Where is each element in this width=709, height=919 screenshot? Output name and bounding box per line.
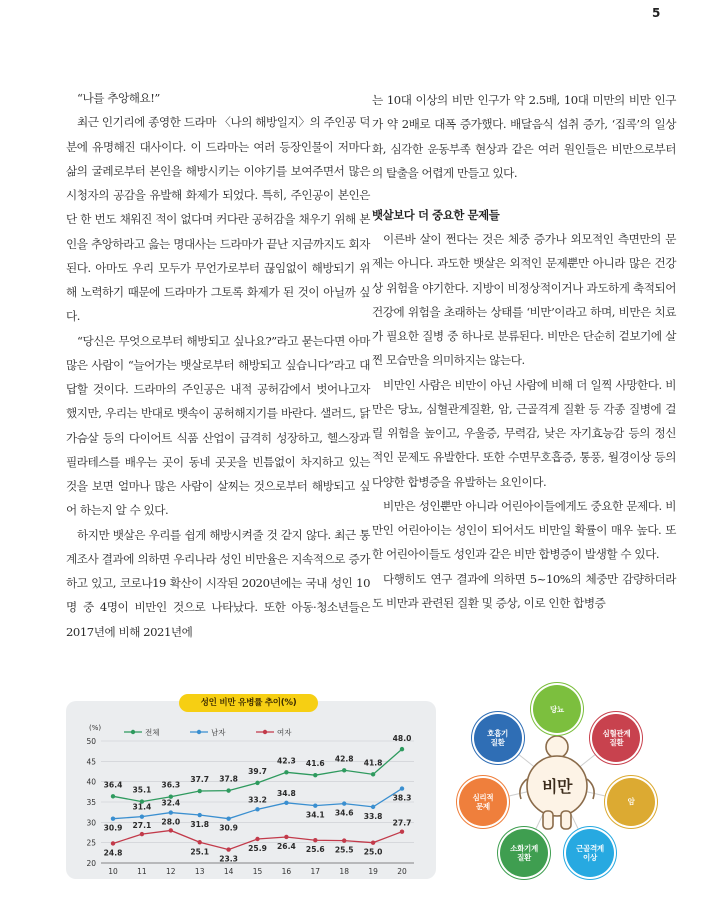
data-point	[255, 837, 259, 841]
left-text-column	[66, 86, 370, 644]
x-tick-label: 14	[223, 867, 234, 876]
complication-node	[459, 778, 507, 826]
data-label: 30.9	[103, 823, 123, 833]
data-label: 41.8	[363, 758, 383, 768]
data-point	[342, 801, 346, 805]
complication-label: 호흡기 질환	[487, 728, 508, 747]
complication-label: 근골격계 이상	[576, 844, 604, 863]
data-label: 34.6	[334, 808, 354, 818]
section-heading: 뱃살보다 더 중요한 문제들	[372, 208, 500, 222]
opening-quote: “나를 추앙해요!”	[77, 91, 160, 105]
data-point	[342, 838, 346, 842]
chart-panel	[66, 701, 436, 879]
data-point	[313, 838, 317, 842]
x-tick-label: 13	[194, 867, 205, 876]
legend-label: 여자	[277, 728, 292, 737]
y-tick-label: 50	[86, 737, 96, 746]
complications-diagram	[455, 683, 660, 888]
data-point	[284, 770, 288, 774]
data-point	[255, 807, 259, 811]
legend-marker	[131, 730, 135, 734]
paragraph: “당신은 무엇으로부터 해방되고 싶나요?”라고 묻는다면 아마 많은 사람이 “늘어가는 뱃살로부터 해방되고 싶습니다”라고 대답할 것이다. 드라마의 주인공은 내적 공허감에서 벗어나고자 했지만, 우리는 반대로 뱃속이 공허해지기를 바란다. 샐러드, 닭가슴살 등의 다이어트 식품 산업이 급격히 성장하고, 헬스장과 필라테스를 배우는 곳이 동네 곳곳을 빈틈없이 차지하고 있는 것을 보면 얼마나 많은 사람이 살찌는 것으로부터 해방되고 싶어 하는지 알 수 있다.	[66, 333, 370, 518]
data-point	[111, 794, 115, 798]
data-label: 25.5	[334, 845, 354, 855]
complication-label: 당뇨	[550, 704, 564, 714]
data-label: 32.4	[161, 798, 181, 808]
data-label: 34.1	[305, 810, 325, 820]
data-label: 34.8	[277, 788, 296, 798]
data-label: 30.9	[219, 823, 238, 833]
data-label: 33.8	[363, 811, 383, 821]
data-point	[198, 789, 202, 793]
data-point	[226, 788, 230, 792]
paragraph: 하지만 뱃살은 우리를 쉽게 해방시켜줄 것 같지 않다. 최근 통계조사 결과에 의하면 우리나라 성인 비만율은 지속적으로 증가하고 있고, 코로나19 확산이 시작된 2020년에는 국내 성인 10명 중 4명이 비만인 것으로 나타났다. 또한 아동·청소년들은 2017년에 비해 2021년에	[66, 527, 370, 639]
data-point	[371, 772, 375, 776]
data-point	[371, 840, 375, 844]
x-tick-label: 11	[137, 867, 147, 876]
data-point	[140, 832, 144, 836]
data-point	[284, 801, 288, 805]
data-label: 25.0	[363, 847, 383, 857]
right-text-column	[372, 88, 676, 615]
diagram-center-label: 비만	[542, 777, 572, 796]
data-point	[169, 810, 173, 814]
data-label: 31.8	[190, 820, 210, 830]
data-label: 25.6	[305, 845, 325, 855]
complication-label: 심혈관계 질환	[602, 728, 631, 747]
complication-node	[474, 714, 522, 762]
data-point	[313, 803, 317, 807]
x-tick-label: 10	[108, 867, 118, 876]
chart-title: 성인 비만 유병률 추이(%)	[179, 694, 318, 712]
complication-node	[592, 714, 640, 762]
data-label: 38.3	[392, 793, 412, 803]
paragraph-continued: 는 10대 이상의 비만 인구가 약 2.5배, 10대 미만의 비만 인구가 약 2배로 대폭 증가했다. 배달음식 섭취 증가, ‘집콕’의 일상화, 심각한 운동부족 현상과 같은 여러 원인들은 비만으로부터의 탈출을 어렵게 만들고 있다.	[372, 93, 676, 180]
x-tick-label: 17	[310, 867, 321, 876]
legend-label: 남자	[211, 728, 226, 737]
data-point	[313, 773, 317, 777]
complication-node	[533, 685, 581, 733]
data-label: 42.3	[277, 756, 296, 766]
y-tick-label: 35	[86, 798, 96, 807]
y-tick-label: 40	[86, 777, 96, 787]
paragraph: 비만인 사람은 비만이 아닌 사람에 비해 더 일찍 사망한다. 비만은 당뇨, 심혈관계질환, 암, 근골격계 질환 등 각종 질병에 걸릴 위험을 높이고, 우울증, 무력감, 낮은 자기효능감 등의 정신적인 문제도 유발한다. 또한 수면무호흡증, 통풍, 월경이상 등의 다양한 합병증을 유발하는 요인이다.	[372, 377, 676, 489]
y-tick-label: 20	[86, 859, 96, 868]
data-point	[111, 841, 115, 845]
data-label: 36.3	[161, 780, 181, 790]
data-point	[111, 816, 115, 820]
page-number: 5	[652, 6, 661, 20]
data-label: 42.8	[334, 754, 354, 764]
x-tick-label: 15	[252, 867, 263, 876]
complication-label: 심리적 문제	[472, 792, 494, 811]
x-tick-label: 20	[397, 867, 407, 876]
data-point	[342, 768, 346, 772]
x-tick-label: 18	[339, 867, 349, 876]
data-label: 35.1	[132, 785, 152, 795]
data-point	[371, 805, 375, 809]
data-label: 39.7	[248, 766, 267, 776]
legend-label: 전체	[145, 728, 160, 737]
data-label: 27.1	[132, 821, 152, 831]
data-label: 31.4	[132, 802, 152, 812]
data-label: 25.9	[248, 844, 267, 854]
data-point	[198, 840, 202, 844]
complication-label: 암	[627, 797, 635, 807]
data-label: 37.8	[219, 774, 238, 784]
data-label: 28.0	[161, 817, 181, 827]
data-point	[198, 813, 202, 817]
data-label: 37.7	[190, 775, 210, 785]
x-tick-label: 19	[368, 867, 378, 876]
data-label: 27.7	[392, 818, 412, 828]
data-point	[284, 835, 288, 839]
paragraph: 이른바 살이 쩐다는 것은 체중 증가나 외모적인 측면만의 문제는 아니다. 과도한 뱃살은 외적인 문제뿐만 아니라 많은 건강상 위험을 야기한다. 지방이 비정상적이거나 과도하게 축적되어 건강에 위험을 초래하는 상태를 ‘비만’이라고 하며, 비만은 치료가 필요한 질병 중 하나로 분류된다. 비만은 단순히 겉보기에 살찐 모습만을 의미하지는 않는다.	[372, 232, 676, 368]
paragraph: 최근 인기리에 종영한 드라마 〈나의 해방일지〉의 주인공 덕분에 유명해진 대사이다. 이 드라마는 여러 등장인물이 저마다 삶의 굴레로부터 본인을 해방시키는 이야기를 보여주면서 많은 시청자의 공감을 유발해 화제가 되었다. 특히, 주인공이 본인은 단 한 번도 채워진 적이 없다며 커다란 공허감을 채우기 위해 본인을 추앙하라고 읊는 명대사는 드라마가 끝난 지금까지도 회자된다. 아마도 우리 모두가 무언가로부터 끊임없이 해방되기 위해 노력하기 때문에 드라마가 그토록 화제가 된 것이 아닐까 싶다.	[66, 115, 370, 324]
y-axis-unit: (%)	[89, 724, 102, 732]
y-tick-label: 25	[86, 838, 96, 848]
data-point	[400, 829, 404, 833]
data-label: 26.4	[277, 841, 296, 851]
data-point	[400, 747, 404, 751]
data-label: 36.4	[103, 780, 123, 790]
complication-node	[607, 778, 655, 826]
data-point	[226, 816, 230, 820]
x-tick-label: 12	[166, 867, 176, 876]
data-label: 41.6	[305, 759, 325, 769]
data-label: 24.8	[103, 848, 123, 858]
data-label: 48.0	[392, 734, 412, 744]
data-point	[400, 786, 404, 790]
obesity-trend-chart	[66, 701, 436, 879]
data-point	[255, 781, 259, 785]
data-point	[140, 814, 144, 818]
data-point	[226, 847, 230, 851]
x-tick-label: 16	[281, 867, 292, 876]
paragraph: 다행히도 연구 결과에 의하면 5~10%의 체중만 감량하더라도 비만과 관련된 질환 및 증상, 이로 인한 합병증	[372, 571, 676, 610]
data-label: 23.3	[219, 854, 238, 864]
legend-marker	[197, 730, 201, 734]
data-label: 33.2	[248, 795, 267, 805]
data-label: 25.1	[190, 847, 210, 857]
y-tick-label: 30	[86, 818, 96, 828]
y-tick-label: 45	[86, 757, 96, 767]
complication-label: 소화기계 질환	[510, 844, 538, 863]
legend-marker	[263, 730, 267, 734]
data-point	[169, 828, 173, 832]
paragraph: 비만은 성인뿐만 아니라 어린아이들에게도 중요한 문제다. 비만인 어린아이는 성인이 되어서도 비만일 확률이 매우 높다. 또한 어린아이들도 성인과 같은 비만 합병증이 발생할 수 있다.	[372, 498, 676, 562]
